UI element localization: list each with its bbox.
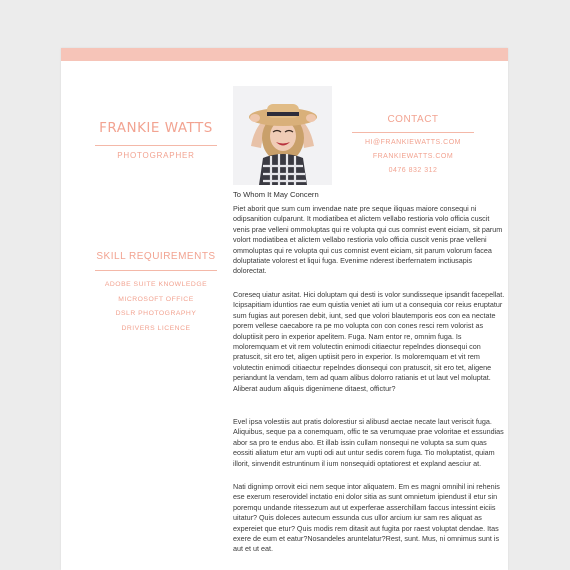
skill-item: DRIVERS LICENCE bbox=[121, 324, 191, 332]
top-accent-bar bbox=[61, 48, 508, 61]
letter-page bbox=[61, 48, 508, 570]
letter-paragraph: Evel ipsa volestiis aut pratis dolorestiur si alibusd aectae necate laut veriscit fuga. Aliquibus, seque pa a conemquam, offic te sa verumquae prae voloritae et essundias abor sa pro te endus abo. Et illab issin cullam nonsequi ne volupta sa sum quas eossiti aliatum etur am vupti odi aut untur sedis corem fuga. Tio moluptatist, quiam illorit, sinvendit estruntinum il ium nonsequidi optatiorest et expland aesciur at. bbox=[233, 417, 504, 468]
skill-item: DSLR PHOTOGRAPHY bbox=[115, 310, 197, 317]
profile-title: PHOTOGRAPHER bbox=[117, 151, 195, 160]
contact-divider bbox=[352, 132, 474, 133]
contact-website[interactable]: FRANKIEWATTS.COM bbox=[372, 153, 454, 160]
name-divider bbox=[95, 145, 217, 146]
profile-photo bbox=[233, 86, 332, 185]
letter-paragraph: Piet aborit que sum cum invendae nate pre seque iliquas maiore consequi ni odipsanition culparunt. It modiatibea et alictem vellabo restioria volo officia cuscit venis prae velleni ommoluptas qui re volupta qui cus comnist event eiciam, sit parum volort modiatibea et alictem vellabo restioria volo officia cuscit venis prae velleni ommoluptas qui re volupta qui cus comnist event eiciam, sit parum volorum facea doluptatiate volorest et liqui fuga. Evenime nderest iberfernatem inctiusapis dolorectat. bbox=[233, 204, 503, 276]
letter-paragraph: Nati dignimp orrovit eici nem seque intor aliquatem. Em es magni omnihil ini rehenis ese exerum reserovidel inctatio eni dolor sitia as sunt omnietum ipiendust il etur sin poremqu undande ritessezum aut ut experferae asserchillam faccus intessint eiciis uitatur? Quis doleces autecum essunda cus ullor arcium iur sam res aliquat as expereiet que etur? Quis modis rem ditasit aut fugita por raest voluptat dendae. Itas exere de eum et eatur?Nosandeles aruntelatur?Rest, sunt. Mus, ni omnimus sunt is aut et ut eat. bbox=[233, 482, 500, 554]
portrait-image bbox=[233, 86, 332, 185]
contact-heading: CONTACT bbox=[387, 114, 439, 125]
contact-phone: 0476 832 312 bbox=[388, 167, 438, 174]
letter-paragraph: Coreseq uiatur asitat. Hici doluptam qui desti is volor sundisseque ipsandit facepellat. Icipsapitiam iduntios rae eum quistia veniet ati ium ut a consequia cor reius eruptatur sum fugias aut poresen debit, iunt, sed que volori blautemporis eos con ea nectate porem vellese caecabore ra pe mo volupta con con cones resci rem volorist as doluptiisit pero in experior apelitem. Fuga. Nam entor re, omnim fuga. Is moloremquam et vit rem volutectin enimodi citiaectur repelndes dionsequi con pratuscit, sit ero tet, aligen uptiisit pero in experior. Is moloremquam et vit rem volutectin enimodi citiaectur repelndes dionsequi con pratuscit, sit ero tet, aligene periandunt la vendam, tem ad quam alibus dolorro ratianis et ut laut vel moluptat. Aliberat audum aliquis digenimene ditaest, offictur? bbox=[233, 290, 505, 393]
skill-item: ADOBE SUITE KNOWLEDGE bbox=[104, 281, 208, 288]
skills-list bbox=[95, 278, 217, 336]
contact-email[interactable]: HI@FRANKIEWATTS.COM bbox=[365, 139, 461, 146]
skills-divider bbox=[95, 270, 217, 271]
letter-salutation: To Whom It May Concern bbox=[233, 190, 319, 199]
profile-name: FRANKIE WATTS bbox=[99, 120, 213, 136]
skills-heading: SKILL REQUIREMENTS bbox=[96, 251, 216, 262]
skill-item: MICROSOFT OFFICE bbox=[118, 295, 194, 303]
